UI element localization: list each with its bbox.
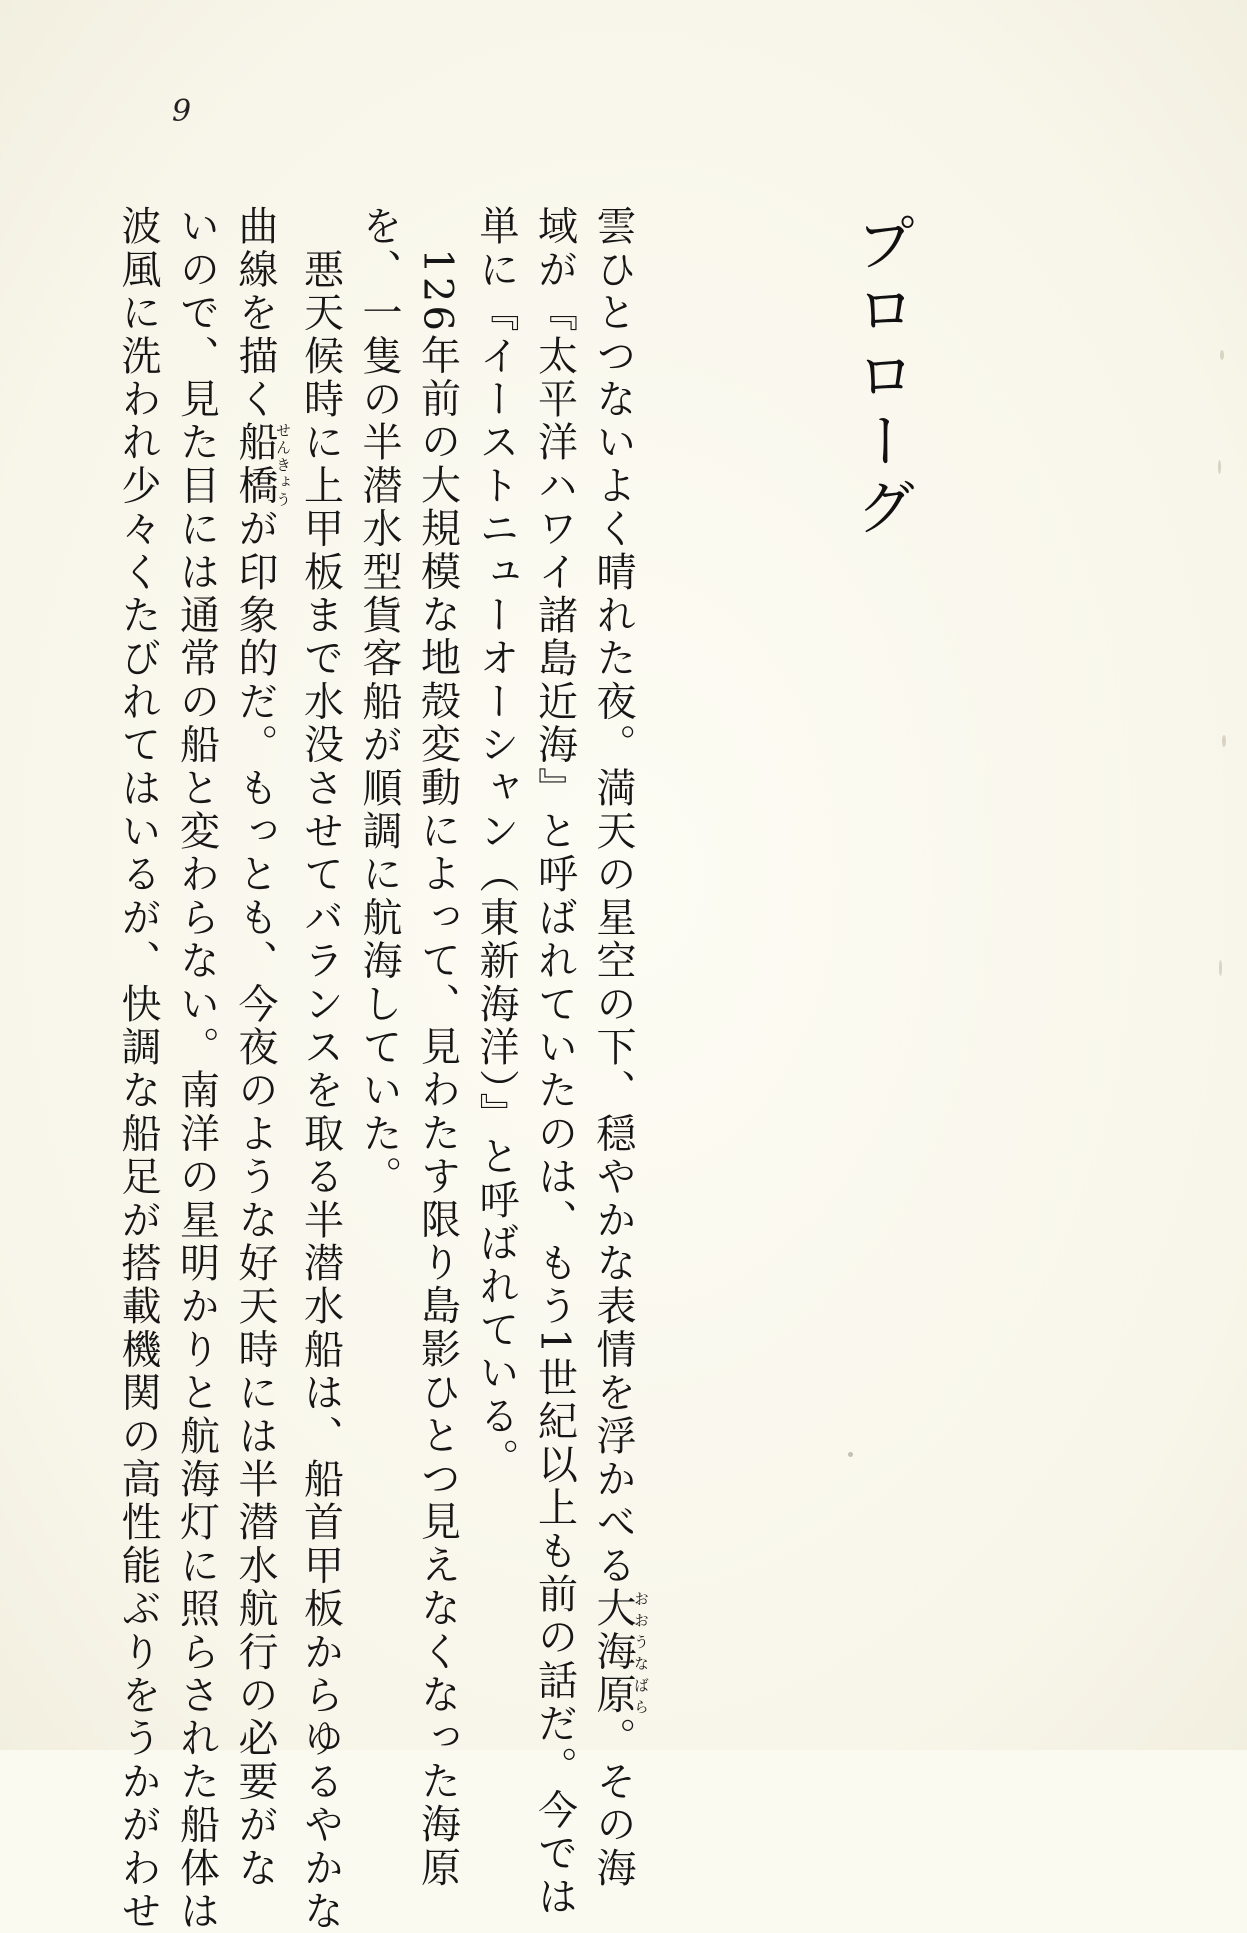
paper-speck: [1222, 735, 1226, 747]
chapter-title: プロローグ: [846, 212, 916, 542]
text-line: 126年前の大規模な地殻変動によって、見わたす限り島影ひとつ見えなくなった海原: [414, 205, 461, 1890]
paper-speck: [1219, 960, 1222, 976]
paper-speck: [848, 1452, 853, 1457]
text-line: 波風に洗われ少々くたびれてはいるが、快調な船足が搭載機関の高性能ぶりをうかがわせ: [115, 205, 161, 1933]
text-line: 域が『太平洋ハワイ諸島近海』と呼ばれていたのは、もう1世紀以上も前の話だ。今では: [531, 205, 578, 1919]
text-line: 雲ひとつないよく晴れた夜。満天の星空の下、穏やかな表情を浮かべる大海原おおうなばら。その海: [590, 205, 650, 1890]
text-line: 曲線を描く船橋せんきょうが印象的だ。もっとも、今夜のような好天時には半潜水航行の必要がな: [232, 205, 292, 1890]
text-line: 悪天候時に上甲板まで水没させてバランスを取る半潜水船は、船首甲板からゆるやかな: [297, 205, 344, 1933]
page-number: 9: [172, 94, 192, 129]
text-line: いので、見た目には通常の船と変わらない。南洋の星明かりと航海灯に照らされた船体は: [173, 205, 220, 1933]
paper-speck: [1218, 460, 1221, 474]
text-line: 単に『イーストニューオーシャン（東新海洋）』と呼ばれている。: [473, 205, 519, 1481]
paper-speck: [1220, 350, 1224, 360]
ruby-annotation: 船橋せんきょう: [232, 421, 292, 508]
body-text: [109, 205, 650, 1933]
ruby-annotation: 大海原おおうなばら: [590, 1587, 650, 1718]
text-line: を、一隻の半潜水型貨客船が順調に航海していた。: [356, 205, 402, 1199]
